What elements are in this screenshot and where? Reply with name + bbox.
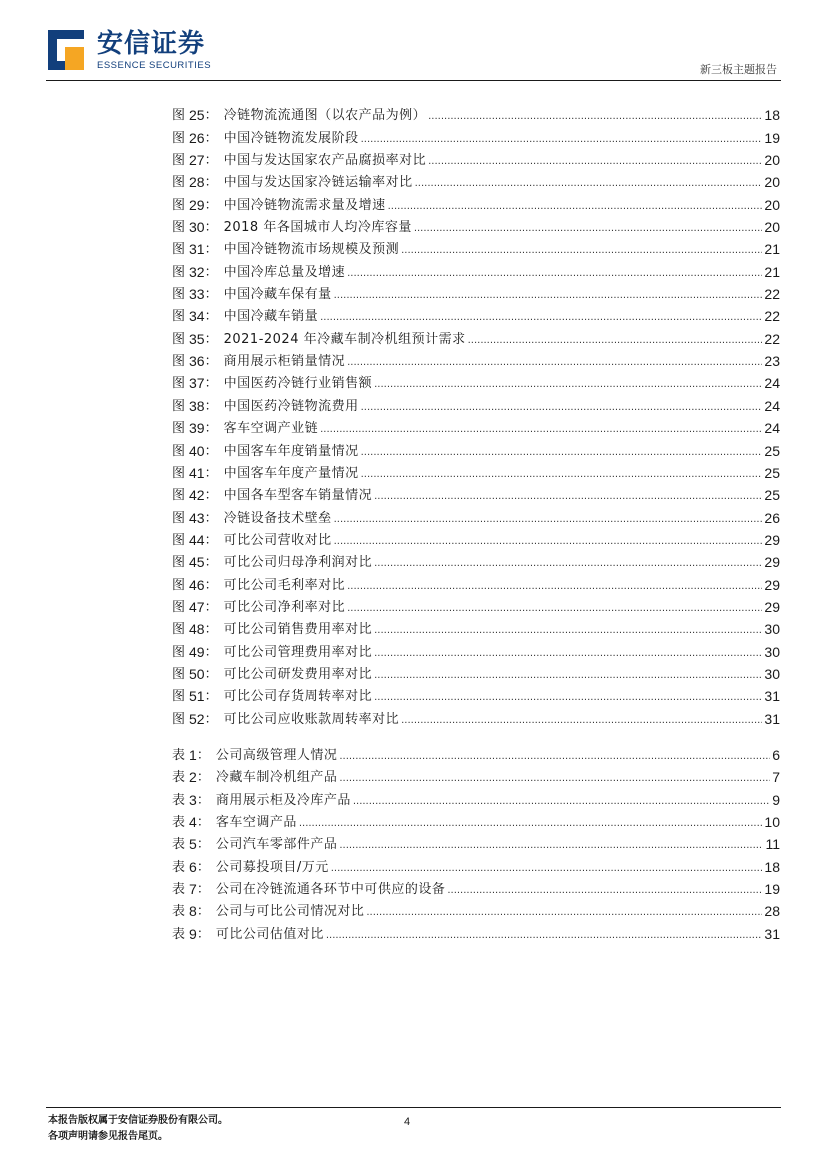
- entry-title: 冷藏车制冷机组产品: [215, 770, 338, 786]
- entry-prefix: 图: [172, 242, 186, 258]
- entry-colon: ：: [204, 510, 218, 526]
- entry-number: 51: [189, 688, 205, 705]
- dot-leader: [353, 795, 770, 809]
- toc-figure-entry[interactable]: [172, 147, 780, 169]
- entry-page: 31: [764, 688, 780, 705]
- page-header: [0, 0, 827, 84]
- toc-table-entry[interactable]: [172, 920, 780, 942]
- entry-colon: ：: [204, 220, 218, 236]
- entry-number: 31: [189, 241, 205, 258]
- entry-number: 34: [189, 308, 205, 325]
- toc-figure-entry[interactable]: [172, 370, 780, 392]
- dot-leader: [347, 580, 762, 594]
- entry-title: 客车空调产业链: [223, 421, 319, 437]
- dot-leader: [374, 691, 762, 705]
- entry-prefix: 表: [172, 882, 186, 898]
- entry-number: 45: [189, 554, 205, 571]
- entry-page: 6: [772, 746, 780, 763]
- toc-figure-entry[interactable]: [172, 124, 780, 146]
- entry-prefix: 表: [172, 792, 186, 808]
- toc-figure-entry[interactable]: [172, 460, 780, 482]
- toc-table-entry[interactable]: [172, 786, 780, 808]
- dot-leader: [339, 772, 770, 786]
- toc-table-entry[interactable]: [172, 764, 780, 786]
- entry-number: 48: [189, 621, 205, 638]
- copyright-notice: 本报告版权属于安信证券股份有限公司。: [48, 1115, 228, 1126]
- entry-page: 20: [764, 174, 780, 191]
- entry-colon: ：: [204, 264, 218, 280]
- dot-leader: [334, 289, 763, 303]
- entry-page: 19: [764, 129, 780, 146]
- dot-leader: [428, 110, 762, 124]
- entry-colon: ：: [204, 108, 218, 124]
- entry-prefix: 图: [172, 622, 186, 638]
- entry-colon: ：: [196, 747, 210, 763]
- dot-leader: [339, 750, 770, 764]
- entry-colon: ：: [204, 197, 218, 213]
- entry-title: 可比公司研发费用率对比: [223, 666, 373, 682]
- entry-prefix: 图: [172, 354, 186, 370]
- entry-title: 中国冷链物流发展阶段: [223, 130, 359, 146]
- entry-page: 9: [772, 791, 780, 808]
- entry-page: 24: [764, 375, 780, 392]
- entry-title: 中国冷库总量及增速: [223, 264, 346, 280]
- toc-figure-entry[interactable]: [172, 191, 780, 213]
- footer-divider: [46, 1107, 781, 1108]
- dot-leader: [401, 714, 762, 728]
- entry-title: 中国医药冷链行业销售额: [223, 376, 373, 392]
- dot-leader: [401, 244, 762, 258]
- entry-prefix: 图: [172, 197, 186, 213]
- entry-title: 可比公司净利率对比: [223, 599, 346, 615]
- entry-colon: ：: [204, 287, 218, 303]
- entry-number: 30: [189, 219, 205, 236]
- toc-figure-entry[interactable]: [172, 102, 780, 124]
- entry-prefix: 图: [172, 130, 186, 146]
- dot-leader: [326, 929, 763, 943]
- entry-number: 35: [189, 330, 205, 347]
- toc-figure-entry[interactable]: [172, 549, 780, 571]
- toc-figure-entry[interactable]: [172, 527, 780, 549]
- entry-prefix: 图: [172, 331, 186, 347]
- entry-page: 30: [764, 621, 780, 638]
- dot-leader: [361, 468, 763, 482]
- toc-figure-entry[interactable]: [172, 214, 780, 236]
- entry-prefix: 表: [172, 815, 186, 830]
- entry-colon: ：: [204, 309, 218, 325]
- entry-prefix: 图: [172, 465, 186, 481]
- entry-prefix: 图: [172, 555, 186, 571]
- entry-number: 4: [189, 814, 197, 830]
- entry-prefix: 图: [172, 510, 186, 526]
- dot-leader: [334, 535, 763, 549]
- entry-title: 中国冷藏车销量: [223, 309, 319, 325]
- entry-prefix: 表: [172, 747, 186, 763]
- toc-table-entry[interactable]: [172, 809, 780, 831]
- dot-leader: [361, 133, 763, 147]
- dot-leader: [374, 557, 762, 571]
- report-type-label: 新三板主题报告: [700, 63, 777, 76]
- entry-colon: ：: [204, 622, 218, 638]
- entry-page: 18: [764, 107, 780, 124]
- entry-prefix: 图: [172, 443, 186, 459]
- entry-prefix: 表: [172, 837, 186, 853]
- entry-page: 20: [764, 152, 780, 169]
- entry-page: 30: [764, 665, 780, 682]
- entry-colon: ：: [204, 666, 218, 682]
- entry-colon: ：: [204, 599, 218, 615]
- entry-prefix: 表: [172, 859, 186, 875]
- entry-colon: ：: [204, 532, 218, 548]
- entry-page: 31: [764, 925, 780, 942]
- entry-page: 18: [764, 858, 780, 875]
- entry-title: 可比公司管理费用率对比: [223, 644, 373, 660]
- entry-colon: ：: [196, 837, 210, 853]
- toc-figure-entry[interactable]: [172, 571, 780, 593]
- dot-leader: [374, 624, 762, 638]
- toc-figure-entry[interactable]: [172, 616, 780, 638]
- entry-prefix: 图: [172, 108, 186, 124]
- entry-page: 7: [772, 769, 780, 786]
- entry-prefix: 图: [172, 175, 186, 191]
- entry-prefix: 图: [172, 577, 186, 593]
- entry-number: 47: [189, 598, 205, 615]
- entry-title: 中国客车年度销量情况: [223, 443, 359, 459]
- entry-colon: ：: [204, 130, 218, 146]
- entry-page: 20: [764, 219, 780, 236]
- dot-leader: [361, 401, 763, 415]
- entry-number: 33: [189, 286, 205, 303]
- entry-title: 中国与发达国家冷链运输率对比: [223, 175, 413, 191]
- entry-prefix: 图: [172, 644, 186, 660]
- entry-page: 21: [764, 241, 780, 258]
- entry-number: 9: [189, 925, 197, 942]
- entry-colon: ：: [204, 331, 218, 347]
- entry-colon: ：: [204, 175, 218, 191]
- entry-title: 可比公司应收账款周转率对比: [223, 711, 400, 727]
- entry-title: 中国各车型客车销量情况: [223, 488, 373, 504]
- toc-table-entry[interactable]: [172, 898, 780, 920]
- entry-title: 冷链物流流通图（以农产品为例）: [223, 108, 427, 124]
- entry-title: 2018 年各国城市人均冷库容量: [223, 220, 412, 236]
- entry-prefix: 图: [172, 599, 186, 615]
- entry-number: 27: [189, 152, 205, 169]
- toc-figure-entry[interactable]: [172, 594, 780, 616]
- entry-number: 32: [189, 263, 205, 280]
- entry-page: 10: [764, 814, 780, 830]
- entry-page: 29: [764, 598, 780, 615]
- entry-number: 42: [189, 487, 205, 504]
- entry-number: 52: [189, 710, 205, 727]
- dot-leader: [374, 647, 762, 661]
- table-of-contents: [172, 102, 780, 943]
- dot-leader: [468, 334, 763, 348]
- entry-colon: ：: [196, 926, 210, 942]
- dot-leader: [374, 490, 762, 504]
- entry-number: 38: [189, 397, 205, 414]
- entry-title: 客车空调产品: [215, 815, 297, 830]
- toc-figure-entry[interactable]: [172, 504, 780, 526]
- entry-title: 商用展示柜销量情况: [223, 354, 346, 370]
- entry-page: 31: [764, 710, 780, 727]
- entry-prefix: 图: [172, 220, 186, 236]
- entry-colon: ：: [196, 815, 210, 830]
- dot-leader: [347, 356, 762, 370]
- toc-figure-entry[interactable]: [172, 348, 780, 370]
- dot-leader: [415, 177, 763, 191]
- entry-page: 29: [764, 531, 780, 548]
- entry-title: 中国冷链物流市场规模及预测: [223, 242, 400, 258]
- entry-number: 37: [189, 375, 205, 392]
- entry-colon: ：: [204, 443, 218, 459]
- entry-number: 46: [189, 576, 205, 593]
- dot-leader: [428, 155, 762, 169]
- entry-title: 公司募投项目/万元: [215, 859, 329, 875]
- entry-number: 25: [189, 107, 205, 124]
- toc-table-entry[interactable]: [172, 853, 780, 875]
- entry-colon: ：: [204, 689, 218, 705]
- toc-figure-entry[interactable]: [172, 638, 780, 660]
- entry-prefix: 图: [172, 398, 186, 414]
- entry-page: 11: [765, 836, 780, 853]
- entry-prefix: 图: [172, 488, 186, 504]
- entry-title: 公司高级管理人情况: [215, 747, 338, 763]
- entry-title: 中国客车年度产量情况: [223, 465, 359, 481]
- entry-number: 36: [189, 353, 205, 370]
- toc-figure-entry[interactable]: [172, 661, 780, 683]
- entry-colon: ：: [196, 904, 210, 920]
- entry-page: 22: [764, 286, 780, 303]
- table-list: [172, 742, 780, 943]
- entry-number: 28: [189, 174, 205, 191]
- dot-leader: [447, 884, 762, 898]
- entry-number: 7: [189, 881, 197, 898]
- entry-page: 24: [764, 397, 780, 414]
- entry-prefix: 表: [172, 770, 186, 786]
- entry-colon: ：: [204, 465, 218, 481]
- toc-figure-entry[interactable]: [172, 281, 780, 303]
- entry-title: 中国冷链物流需求量及增速: [223, 197, 386, 213]
- entry-title: 公司汽车零部件产品: [215, 837, 338, 853]
- dot-leader: [347, 602, 762, 616]
- entry-prefix: 表: [172, 904, 186, 920]
- toc-figure-entry[interactable]: [172, 303, 780, 325]
- brand-name-cn: 安信证券: [97, 29, 206, 59]
- entry-title: 中国与发达国家农产品腐损率对比: [223, 153, 427, 169]
- toc-figure-entry[interactable]: [172, 169, 780, 191]
- entry-title: 可比公司归母净利润对比: [223, 555, 373, 571]
- entry-colon: ：: [204, 555, 218, 571]
- toc-table-entry[interactable]: [172, 876, 780, 898]
- entry-title: 冷链设备技术壁垒: [223, 510, 332, 526]
- entry-colon: ：: [204, 398, 218, 414]
- entry-number: 50: [189, 665, 205, 682]
- entry-colon: ：: [204, 577, 218, 593]
- entry-number: 1: [189, 746, 197, 763]
- entry-colon: ：: [204, 711, 218, 727]
- entry-title: 可比公司营收对比: [223, 532, 332, 548]
- toc-figure-entry[interactable]: [172, 683, 780, 705]
- entry-number: 2: [189, 769, 197, 786]
- dot-leader: [320, 423, 762, 437]
- dot-leader: [374, 378, 762, 392]
- entry-title: 可比公司销售费用率对比: [223, 622, 373, 638]
- toc-figure-entry[interactable]: [172, 236, 780, 258]
- dot-leader: [320, 311, 762, 325]
- entry-number: 3: [189, 791, 197, 808]
- entry-prefix: 图: [172, 421, 186, 437]
- entry-colon: ：: [204, 644, 218, 660]
- entry-page: 25: [764, 442, 780, 459]
- entry-prefix: 图: [172, 309, 186, 325]
- entry-title: 中国医药冷链物流费用: [223, 398, 359, 414]
- toc-figure-entry[interactable]: [172, 392, 780, 414]
- entry-page: 22: [764, 330, 780, 347]
- brand-name-en: ESSENCE SECURITIES: [97, 60, 212, 71]
- entry-colon: ：: [204, 488, 218, 504]
- entry-title: 公司与可比公司情况对比: [215, 904, 365, 920]
- entry-colon: ：: [204, 242, 218, 258]
- entry-prefix: 表: [172, 926, 186, 942]
- entry-number: 6: [189, 858, 197, 875]
- entry-page: 25: [764, 487, 780, 504]
- entry-number: 43: [189, 509, 205, 526]
- entry-number: 39: [189, 420, 205, 437]
- entry-colon: ：: [196, 792, 210, 808]
- dot-leader: [361, 446, 763, 460]
- entry-title: 公司在冷链流通各环节中可供应的设备: [215, 882, 446, 898]
- header-divider: [46, 80, 781, 81]
- entry-number: 8: [189, 903, 197, 920]
- entry-page: 26: [764, 509, 780, 526]
- entry-title: 商用展示柜及冷库产品: [215, 792, 351, 808]
- footer-notes: [48, 1113, 228, 1145]
- entry-prefix: 图: [172, 666, 186, 682]
- entry-page: 30: [764, 643, 780, 660]
- entry-page: 28: [764, 903, 780, 920]
- entry-title: 可比公司估值对比: [215, 926, 324, 942]
- entry-colon: ：: [204, 354, 218, 370]
- entry-colon: ：: [204, 421, 218, 437]
- entry-prefix: 图: [172, 689, 186, 705]
- entry-number: 41: [189, 464, 205, 481]
- entry-number: 5: [189, 836, 197, 853]
- entry-prefix: 图: [172, 376, 186, 392]
- entry-prefix: 图: [172, 287, 186, 303]
- entry-prefix: 图: [172, 711, 186, 727]
- dot-leader: [331, 862, 763, 876]
- essence-logo-icon: [48, 30, 84, 70]
- entry-colon: ：: [196, 859, 210, 875]
- dot-leader: [347, 267, 762, 281]
- entry-number: 26: [189, 129, 205, 146]
- entry-page: 21: [764, 263, 780, 280]
- entry-page: 29: [764, 576, 780, 593]
- entry-number: 44: [189, 531, 205, 548]
- entry-title: 2021-2024 年冷藏车制冷机组预计需求: [223, 331, 466, 347]
- entry-page: 25: [764, 464, 780, 481]
- entry-page: 22: [764, 308, 780, 325]
- entry-page: 24: [764, 420, 780, 437]
- entry-colon: ：: [196, 770, 210, 786]
- entry-colon: ：: [204, 153, 218, 169]
- dot-leader: [339, 839, 763, 853]
- entry-title: 可比公司毛利率对比: [223, 577, 346, 593]
- entry-page: 23: [764, 353, 780, 370]
- entry-title: 中国冷藏车保有量: [223, 287, 332, 303]
- entry-number: 29: [189, 196, 205, 213]
- entry-prefix: 图: [172, 153, 186, 169]
- dot-leader: [374, 669, 762, 683]
- toc-figure-entry[interactable]: [172, 258, 780, 280]
- entry-page: 29: [764, 554, 780, 571]
- figure-list: [172, 102, 780, 728]
- dot-leader: [366, 906, 762, 920]
- dot-leader: [334, 513, 763, 527]
- dot-leader: [388, 200, 763, 214]
- toc-figure-entry[interactable]: [172, 325, 780, 347]
- toc-figure-entry[interactable]: [172, 415, 780, 437]
- entry-page: 19: [764, 881, 780, 898]
- toc-table-entry[interactable]: [172, 831, 780, 853]
- toc-figure-entry[interactable]: [172, 482, 780, 504]
- page-number: 4: [404, 1116, 411, 1128]
- entry-page: 20: [764, 196, 780, 213]
- entry-title: 可比公司存货周转率对比: [223, 689, 373, 705]
- entry-prefix: 图: [172, 532, 186, 548]
- toc-figure-entry[interactable]: [172, 705, 780, 727]
- disclaimer-notice: 各项声明请参见报告尾页。: [48, 1131, 168, 1142]
- dot-leader: [299, 817, 763, 831]
- entry-prefix: 图: [172, 264, 186, 280]
- entry-colon: ：: [196, 882, 210, 898]
- toc-figure-entry[interactable]: [172, 437, 780, 459]
- entry-number: 49: [189, 643, 205, 660]
- entry-number: 40: [189, 442, 205, 459]
- dot-leader: [414, 222, 763, 236]
- entry-colon: ：: [204, 376, 218, 392]
- toc-table-entry[interactable]: [172, 742, 780, 764]
